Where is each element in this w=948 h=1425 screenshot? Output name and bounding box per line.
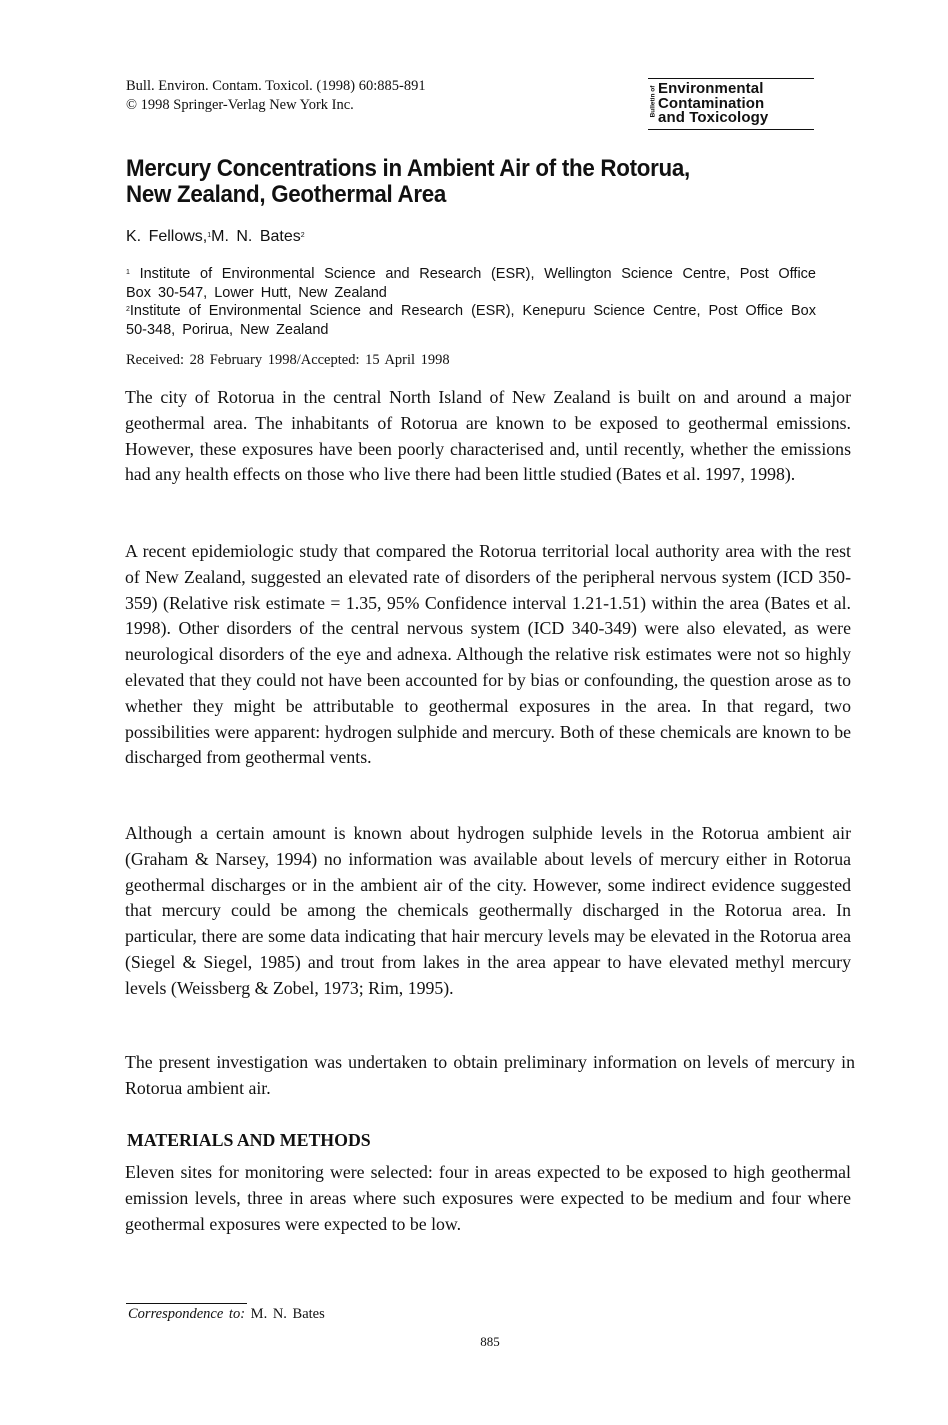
body-paragraph: A recent epidemiologic study that compared the Rotorua territorial local authority area with the rest of New Zealand, suggested an elevated rate of disorders of the peripheral nervous system (ICD 350-359) (Relative risk estimate = 1.35, 95% Confidence interval 1.21-1.51) within the area (Bates et al. 1998). Other disorders of the central nervous system (ICD 340-349) were also elevated, as were neurological disorders of the eye and adnexa. Although the relative risk estimates were not so highly elevated that they could not have been accounted for by bias or confounding, the question arose as to whether they might be attributable to geothermal exposures in the area. In that regard, two possibilities were apparent: hydrogen sulphide and mercury. Both of these chemicals are known to be discharged from geothermal vents. — [125, 541, 851, 768]
footnote-name: M. N. Bates — [250, 1306, 325, 1322]
affiliation-list — [126, 265, 816, 339]
journal-logo-line-1: Environmental — [658, 80, 764, 98]
journal-logo-line-3: and Toxicology — [658, 109, 769, 127]
affiliation-item — [126, 265, 816, 302]
author-affiliation-mark: 2 — [300, 232, 305, 239]
section-heading-materials-methods: MATERIALS AND METHODS — [127, 1130, 371, 1150]
author-name: K. Fellows, — [126, 228, 208, 245]
author-name: M. N. Bates — [211, 228, 301, 245]
affiliation-mark: 2 — [126, 306, 130, 313]
article-title-line-2: New Zealand, Geothermal Area — [126, 181, 447, 208]
received-accepted-dates: Received: 28 February 1998/Accepted: 15 April 1998 — [126, 352, 450, 368]
journal-logo-wordmark — [656, 79, 814, 129]
author-list — [126, 227, 305, 247]
affiliation-text: Institute of Environmental Science and Research (ESR), Wellington Science Centre, Post Office Box 30-547, Lower Hutt, New Zealand — [126, 266, 816, 301]
body-paragraph: Although a certain amount is known about hydrogen sulphide levels in the Rotorua ambient air (Graham & Narsey, 1994) no information was available about levels of mercury either in Rotorua geothermal discharges or in the ambient air of the city. However, some indirect evidence suggested that mercury could be among the chemicals geothermally discharged in the Rotorua area. In particular, there are some data indicating that hair mercury levels may be elevated in the Rotorua area (Siegel & Siegel, 1985) and trout from lakes in the area appear to have elevated methyl mercury levels (Weissberg & Zobel, 1973; Rim, 1995). — [125, 823, 851, 998]
citation-line-copyright: © 1998 Springer-Verlag New York Inc. — [126, 97, 354, 113]
page-number: 885 — [480, 1334, 500, 1349]
affiliation-item — [126, 302, 816, 339]
journal-logo-side-text: Bulletin of — [649, 85, 656, 118]
article-title — [126, 156, 777, 208]
methods-paragraph: Eleven sites for monitoring were selected: four in areas expected to be exposed to high geothermal emission levels, three in areas where such exposures were expected to be medium and four where geothermal exposures were expected to be low. — [125, 1162, 851, 1234]
body-paragraph: The present investigation was undertaken to obtain preliminary information on levels of mercury in Rotorua ambient air. — [125, 1052, 855, 1098]
footnote-divider — [126, 1303, 247, 1304]
author-affiliation-mark: 1 — [207, 232, 212, 239]
footnote-label: Correspondence to: — [128, 1306, 246, 1322]
body-paragraph: The city of Rotorua in the central North Island of New Zealand is built on and around a major geothermal area. The inhabitants of Rotorua are known to be exposed to geothermal emissions. However, these exposures have been poorly characterised and, until recently, whether the emissions had any health effects on those who live there had been little studied (Bates et al. 1997, 1998). — [125, 387, 851, 485]
citation-header — [126, 77, 426, 115]
journal-logo — [648, 78, 814, 130]
affiliation-mark: 1 — [126, 269, 130, 276]
citation-line-journal: Bull. Environ. Contam. Toxicol. (1998) 60:885-891 — [126, 78, 426, 94]
journal-logo-side — [648, 79, 656, 129]
correspondence-footnote — [128, 1305, 325, 1323]
affiliation-text: Institute of Environmental Science and Research (ESR), Kenepuru Science Centre, Post Office Box 50-348, Porirua, New Zealand — [126, 303, 816, 338]
journal-logo-line-2: Contamination — [658, 94, 765, 112]
article-title-line-1: Mercury Concentrations in Ambient Air of the Rotorua, — [126, 155, 690, 182]
